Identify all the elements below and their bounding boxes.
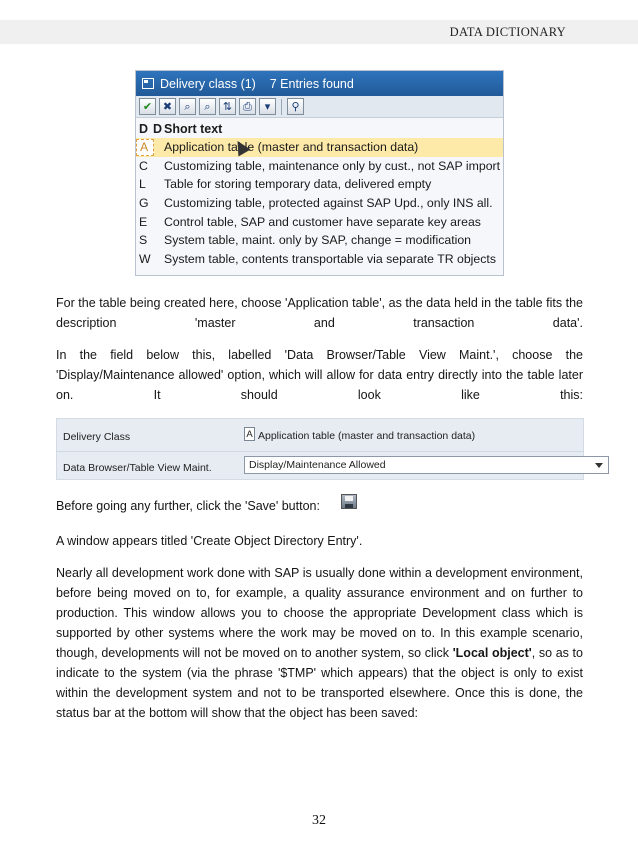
paragraph-application-table: For the table being created here, choose 'Application table', as the data held in the table fits the description 'master and transaction data'.	[56, 296, 583, 330]
data-browser-select[interactable]	[244, 456, 609, 474]
delivery-class-value: Application table (master and transaction data)	[258, 430, 476, 442]
popup-toolbar	[136, 96, 503, 118]
paragraph-text-part1: Nearly all development work done with SAP is usually done within a development environment, before being moved on to, for example, a quality assurance environment and on further to production. This window allows you to choose the appropriate Development class which is supported by other systems where the work may be moved on to. In this example scenario, though, developments will not be moved on to another system, so click	[56, 566, 583, 660]
data-browser-label: Data Browser/Table View Maint.	[63, 462, 212, 474]
paragraph-development-work	[56, 563, 583, 723]
list-row-s[interactable]	[136, 231, 503, 250]
paragraph-window-appears: A window appears titled 'Create Object Directory Entry'.	[56, 534, 363, 548]
row-text: Table for storing temporary data, delivered empty	[164, 177, 432, 192]
list-row-a[interactable]	[136, 138, 503, 157]
row-text: Application table (master and transaction data)	[164, 140, 419, 155]
list-row-g[interactable]	[136, 194, 503, 213]
running-header: DATA DICTIONARY	[449, 25, 566, 39]
chevron-down-icon[interactable]	[595, 463, 603, 468]
list-row-e[interactable]	[136, 212, 503, 231]
column-header-short-text: Short text	[164, 122, 223, 136]
paragraph-save: Before going any further, click the 'Save' button:	[56, 499, 320, 513]
continue-icon[interactable]: ✔	[139, 98, 156, 115]
list-row-l[interactable]	[136, 175, 503, 194]
row-code: S	[139, 233, 148, 248]
data-browser-selected-value: Display/Maintenance Allowed	[249, 459, 386, 471]
list-row-w[interactable]	[136, 250, 503, 269]
delivery-class-panel	[56, 418, 584, 480]
value-list	[136, 118, 503, 268]
panel-divider	[57, 451, 583, 452]
row-text: Customizing table, maintenance only by cust., not SAP import	[164, 158, 501, 173]
paragraph-data-browser: In the field below this, labelled 'Data Browser/Table View Maint.', choose the 'Display/Maintenance allowed' option, which will allow for data entry directly into the table later on. It should look like this:	[56, 348, 583, 402]
row-text: Customizing table, protected against SAP Upd., only INS all.	[164, 196, 493, 211]
page-number: 32	[312, 813, 326, 828]
popup-titlebar	[136, 71, 503, 96]
list-header	[136, 120, 503, 138]
personalize-icon[interactable]: ⚲	[287, 98, 304, 115]
row-code: A	[136, 139, 154, 156]
row-text: System table, contents transportable via separate TR objects	[164, 251, 496, 266]
find-next-icon[interactable]: ⌕	[199, 98, 216, 115]
local-object-emphasis: 'Local object'	[452, 646, 532, 660]
row-code: C	[139, 158, 148, 173]
more-icon[interactable]: ▾	[259, 98, 276, 115]
popup-title: Delivery class (1) 7 Entries found	[160, 76, 354, 91]
row-code: E	[139, 214, 148, 229]
column-header-d1: D	[139, 122, 149, 136]
cancel-icon[interactable]: ✖	[159, 98, 176, 115]
row-text: Control table, SAP and customer have separate key areas	[164, 214, 481, 229]
save-icon	[341, 494, 357, 509]
window-icon	[142, 78, 154, 89]
row-text: System table, maint. only by SAP, change = modification	[164, 233, 472, 248]
row-code: W	[139, 251, 151, 266]
delivery-class-popup	[135, 70, 504, 276]
delivery-class-key[interactable]: A	[244, 427, 255, 441]
delivery-class-label: Delivery Class	[63, 431, 131, 443]
row-code: L	[139, 177, 146, 192]
print-icon[interactable]: ⎙	[239, 98, 256, 115]
column-header-d2: D	[153, 122, 163, 136]
row-code: G	[139, 196, 149, 211]
sort-icon[interactable]: ⇅	[219, 98, 236, 115]
toolbar-separator	[281, 99, 282, 115]
find-icon[interactable]: ⌕	[179, 98, 196, 115]
paragraph-text-part2: , so as to indicate to the system (via the phrase '$TMP' which appears) that the object is only to exist within the development system and not to be transported elsewhere. Once this is done, the status bar at the bottom will show that the object has been saved:	[56, 646, 583, 720]
list-row-c[interactable]	[136, 157, 503, 176]
